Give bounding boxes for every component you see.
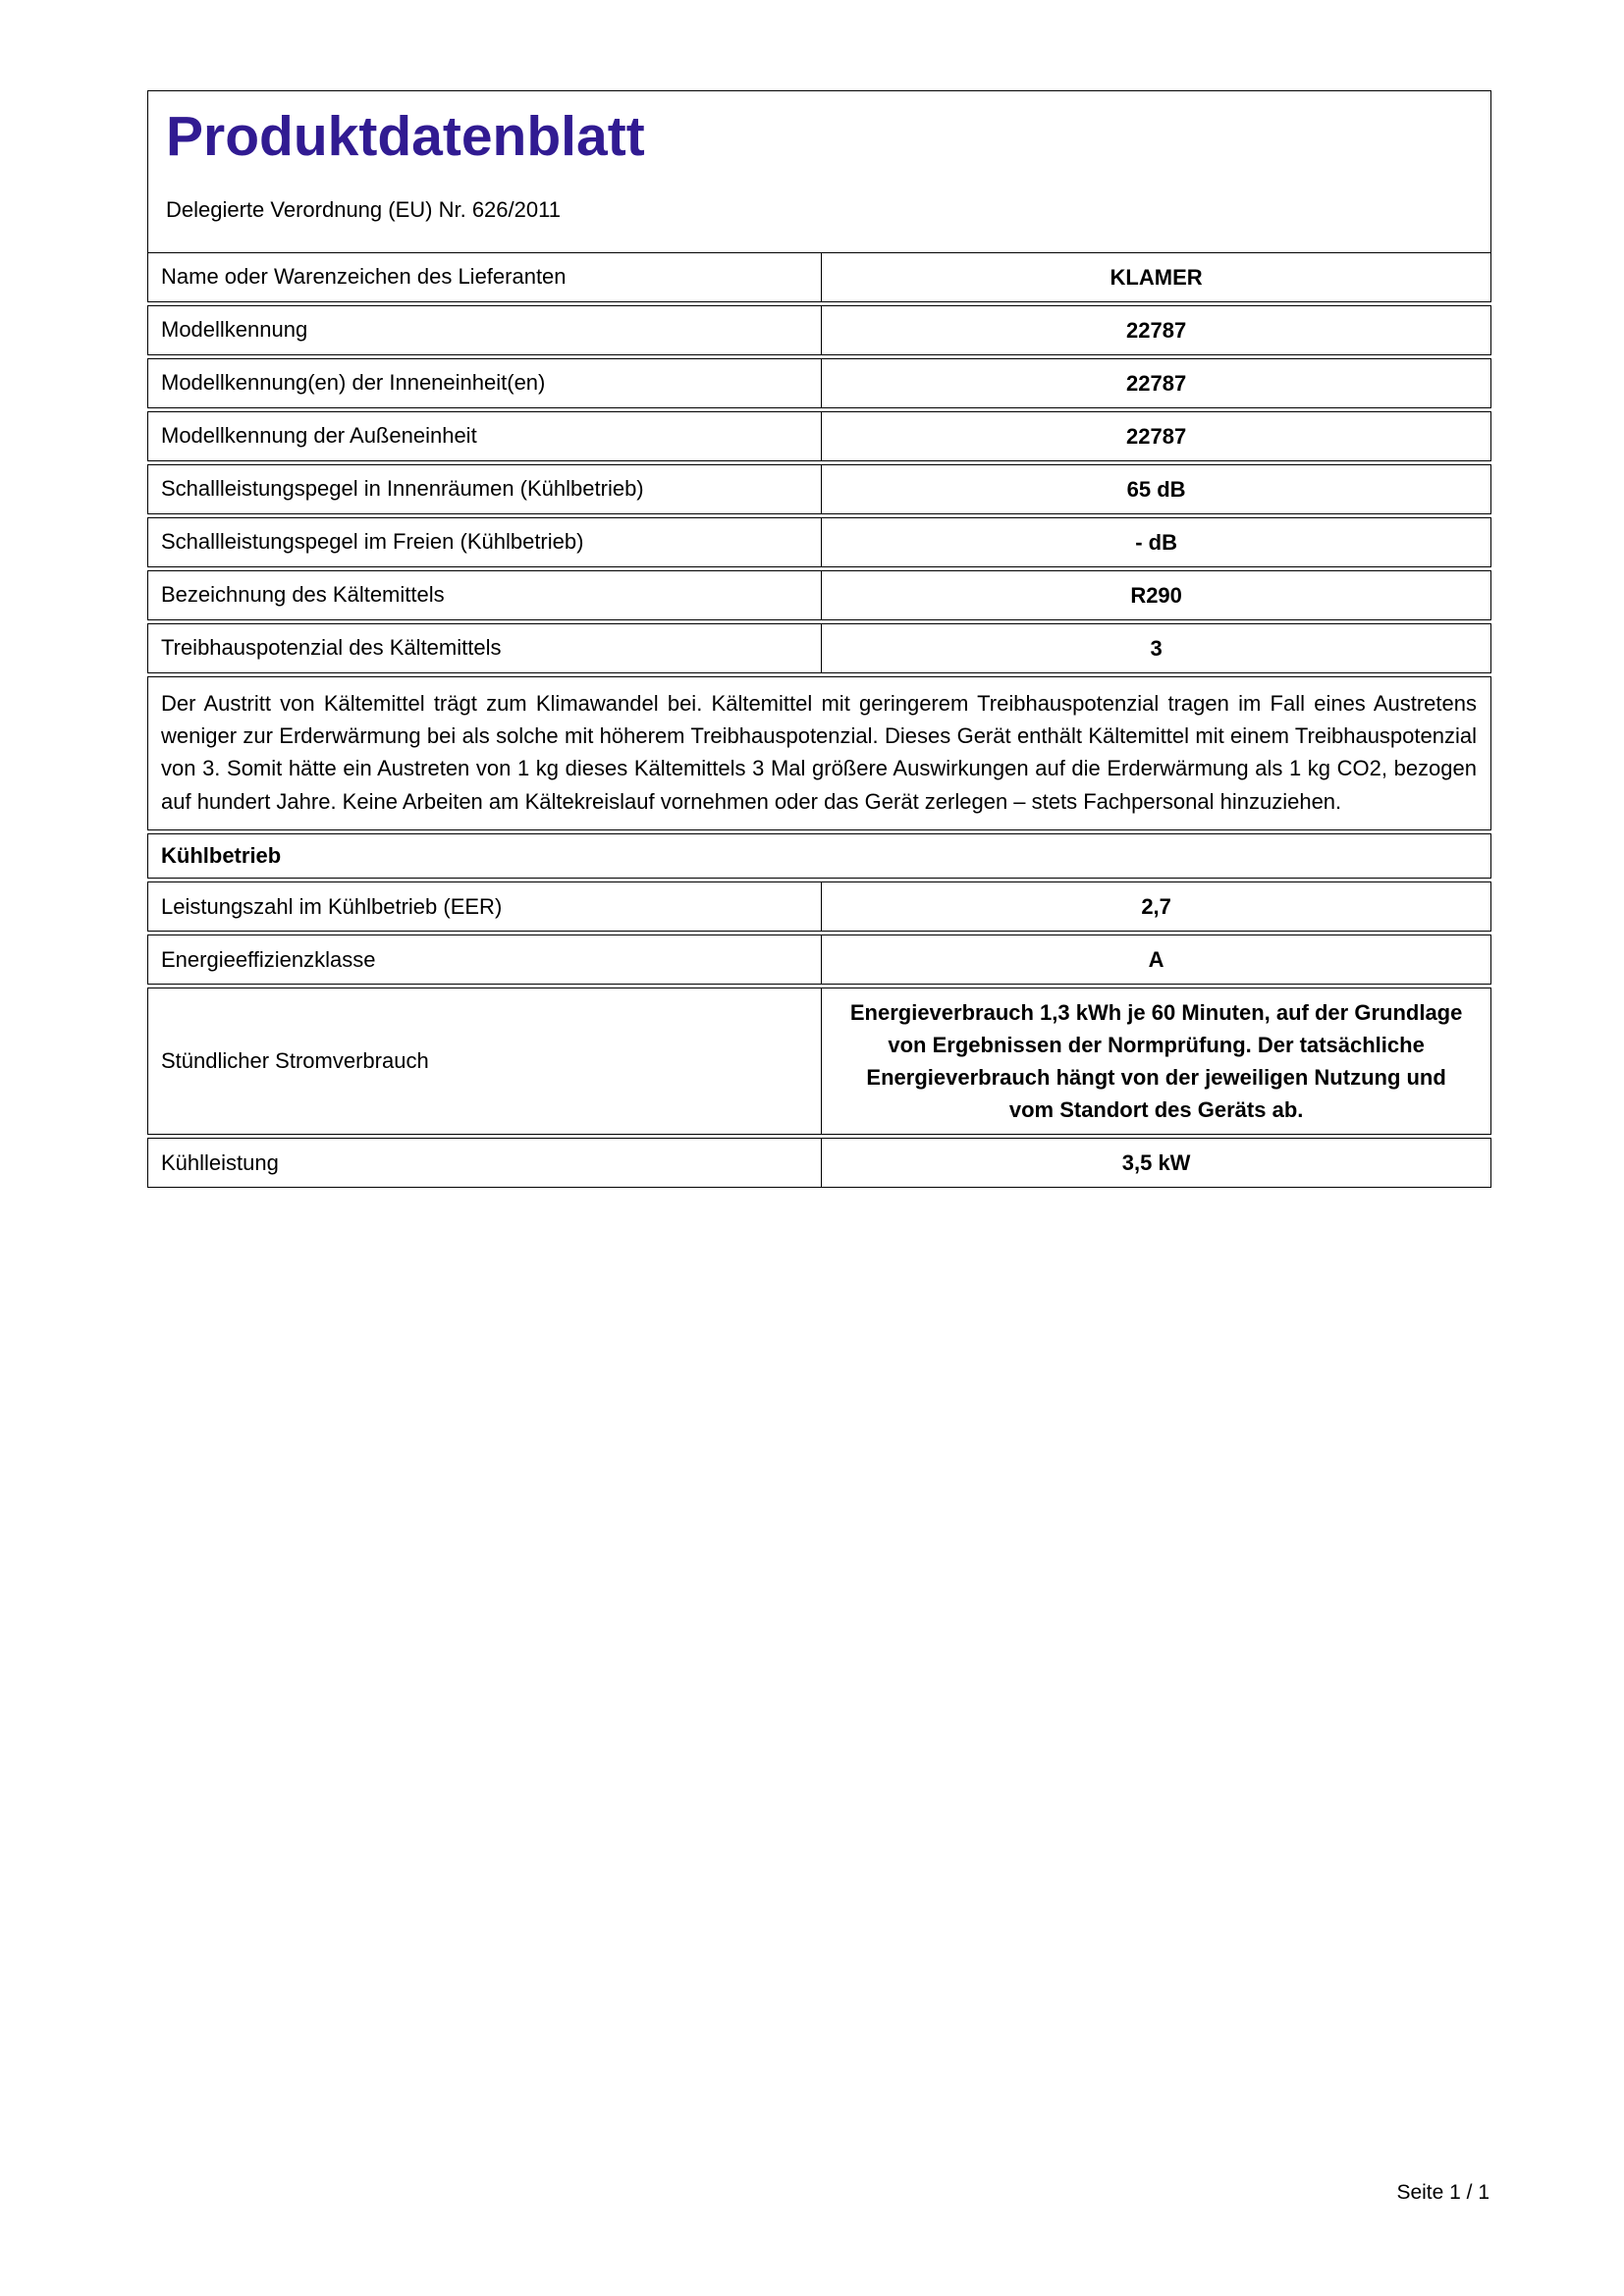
spec-label: Leistungszahl im Kühlbetrieb (EER) <box>148 882 822 931</box>
spec-label: Energieeffizienzklasse <box>148 935 822 984</box>
spec-label: Bezeichnung des Kältemittels <box>148 571 822 619</box>
table-row <box>147 570 1491 620</box>
table-row <box>147 988 1491 1135</box>
section-header-kuehlbetrieb: Kühlbetrieb <box>147 833 1491 879</box>
spec-table <box>147 252 1491 1189</box>
spec-value: 3,5 kW <box>1121 1150 1191 1176</box>
spec-value: 3 <box>1150 635 1163 661</box>
spec-label: Schallleistungspegel in Innenräumen (Kühlbetrieb) <box>148 465 822 513</box>
page-title: Produktdatenblatt <box>166 105 645 168</box>
spec-value: R290 <box>1130 582 1182 608</box>
spec-label: Treibhauspotenzial des Kältemittels <box>148 624 822 672</box>
table-row <box>147 411 1491 461</box>
spec-label: Kühlleistung <box>148 1139 822 1187</box>
table-row <box>147 305 1491 355</box>
spec-label: Schallleistungspegel im Freien (Kühlbetrieb) <box>148 518 822 566</box>
spec-value: 22787 <box>1126 423 1187 449</box>
spec-label: Stündlicher Stromverbrauch <box>148 988 822 1134</box>
spec-value: - dB <box>1135 529 1177 555</box>
table-row <box>147 464 1491 514</box>
spec-value: 22787 <box>1126 317 1187 343</box>
spec-label: Modellkennung <box>148 306 822 354</box>
spec-value: 65 dB <box>1126 476 1186 502</box>
spec-value: 22787 <box>1126 370 1187 396</box>
table-row <box>147 517 1491 567</box>
spec-rows-top <box>147 252 1491 673</box>
regulation-subtitle: Delegierte Verordnung (EU) Nr. 626/2011 <box>166 196 561 222</box>
table-row <box>147 623 1491 673</box>
table-row <box>147 881 1491 932</box>
document-header <box>147 90 1491 252</box>
table-row <box>147 934 1491 985</box>
spec-label: Name oder Warenzeichen des Lieferanten <box>148 253 822 301</box>
table-row <box>147 358 1491 408</box>
document-page <box>147 90 1491 1191</box>
spec-value: KLAMER <box>1110 264 1203 290</box>
table-row <box>147 1138 1491 1188</box>
refrigerant-note: Der Austritt von Kältemittel trägt zum Klimawandel bei. Kältemittel mit geringerem Treibhauspotenzial tragen im Fall eines Austretens weniger zur Erderwärmung bei als solche mit höherem Treibhauspotenzial. Dieses Gerät enthält Kältemittel mit einem Treibhauspotenzial von 3. Somit hätte ein Austreten von 1 kg dieses Kältemittels 3 Mal größere Auswirkungen auf die Erderwärmung als 1 kg CO2, bezogen auf hundert Jahre. Keine Arbeiten am Kältekreislauf vornehmen oder das Gerät zerlegen – stets Fachpersonal hinzuziehen. <box>147 676 1491 831</box>
table-row <box>147 252 1491 302</box>
spec-value: 2,7 <box>1141 894 1171 920</box>
page-number: Seite 1 / 1 <box>1396 2181 1489 2204</box>
spec-label: Modellkennung der Außeneinheit <box>148 412 822 460</box>
spec-rows-cooling <box>147 881 1491 1188</box>
spec-label: Modellkennung(en) der Inneneinheit(en) <box>148 359 822 407</box>
spec-value: A <box>1148 947 1164 973</box>
spec-value: Energieverbrauch 1,3 kWh je 60 Minuten, auf der Grundlage von Ergebnissen der Normprüfung. Der tatsächliche Energieverbrauch hängt von der jeweiligen Nutzung und vom Standort des Geräts ab. <box>849 1000 1463 1123</box>
